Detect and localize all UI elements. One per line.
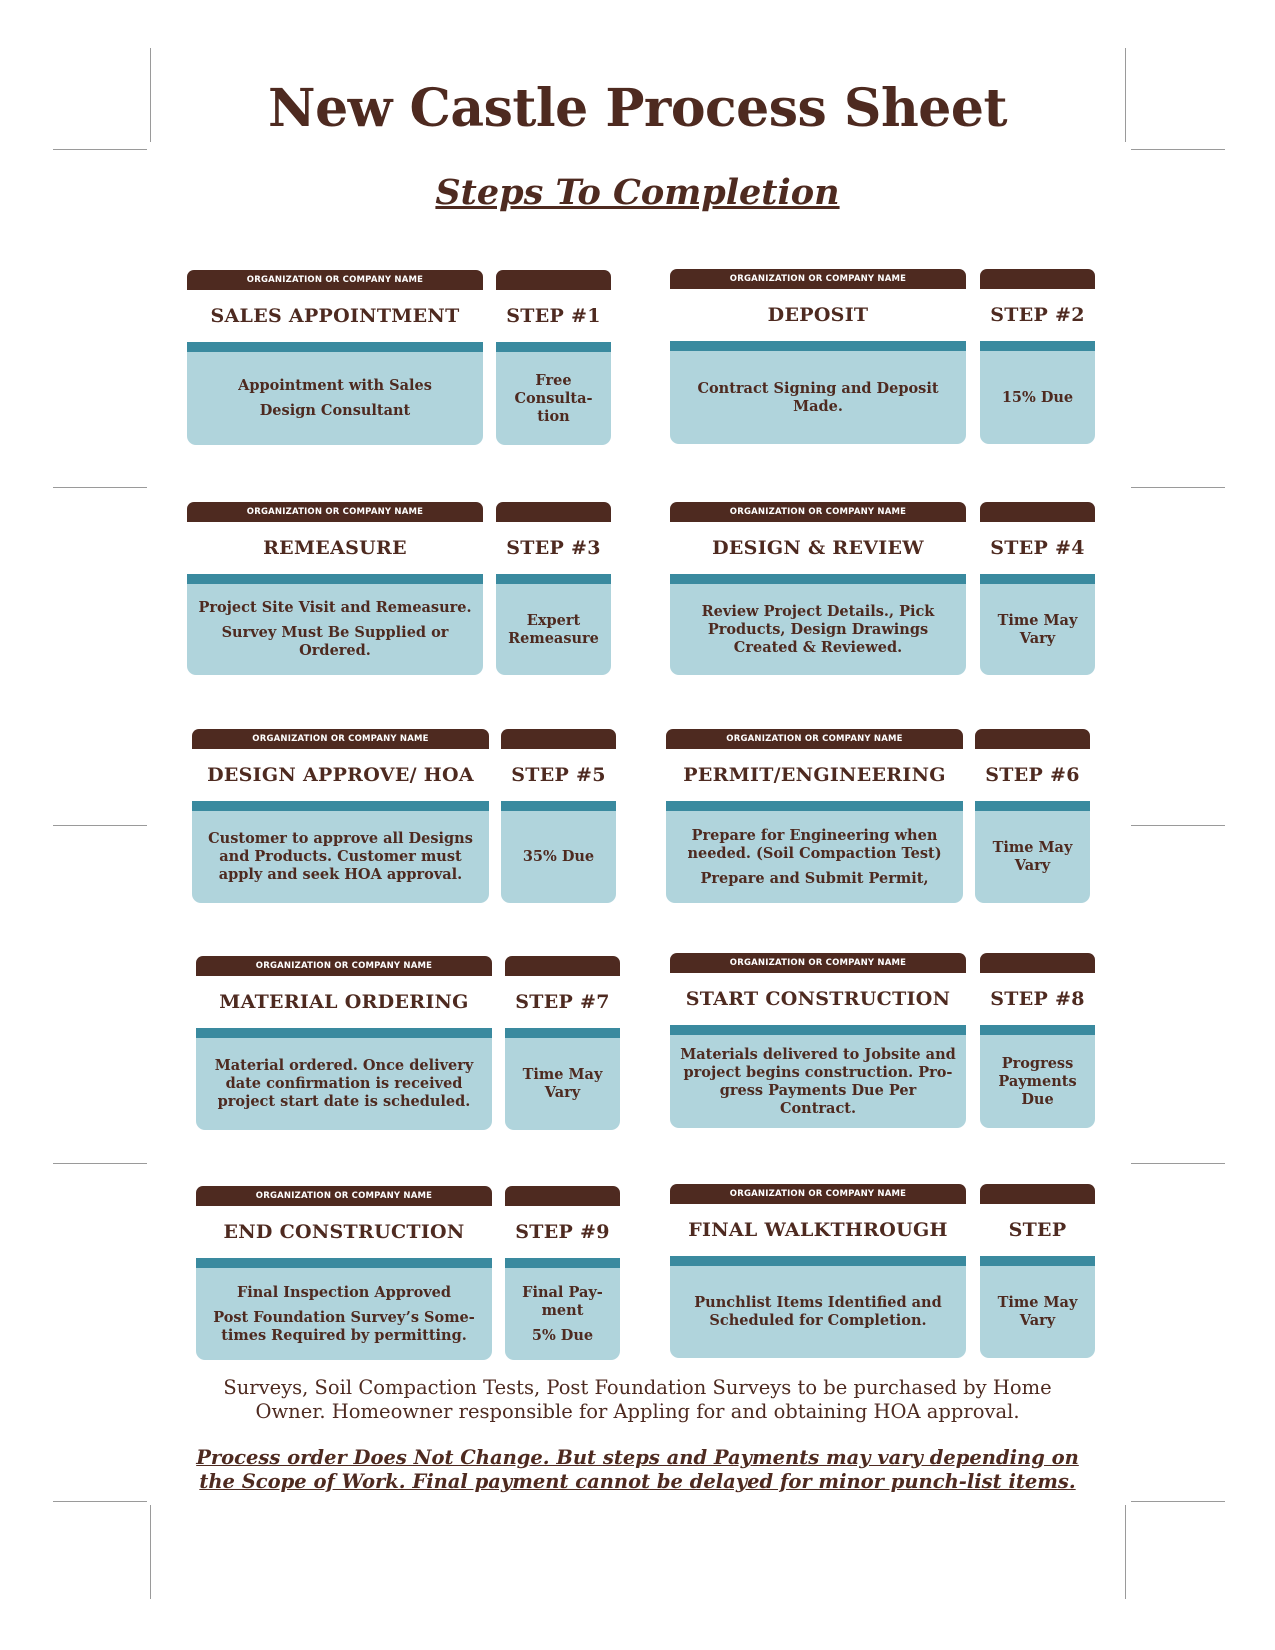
accent-stripe xyxy=(505,1258,620,1268)
crop-mark xyxy=(1131,1163,1225,1164)
step-description xyxy=(187,584,483,675)
company-name-tab: ORGANIZATION OR COMPANY NAME xyxy=(670,1184,966,1204)
description-line: project start date is scheduled. xyxy=(217,1093,471,1110)
step-title: DESIGN APPROVE/ HOA xyxy=(192,749,489,801)
detail-line: Vary xyxy=(1019,629,1056,647)
step-description xyxy=(670,1266,966,1358)
step-title: START CONSTRUCTION xyxy=(670,973,966,1025)
detail-line: Time May xyxy=(992,839,1073,856)
step-detail xyxy=(505,1038,620,1130)
step-number: STEP #3 xyxy=(496,522,611,574)
description-line: Review Project Details., Pick xyxy=(701,602,935,620)
step-card xyxy=(670,953,966,1128)
step-title: FINAL WALKTHROUGH xyxy=(670,1204,966,1256)
detail-line: Free xyxy=(535,371,572,389)
step-detail xyxy=(501,811,616,903)
accent-stripe xyxy=(505,1028,620,1038)
description-line: Ordered. xyxy=(299,642,371,659)
detail-line: 5% Due xyxy=(531,1326,594,1344)
description-line: gress Payments Due Per Contract. xyxy=(719,1081,917,1117)
accent-stripe xyxy=(196,1028,492,1038)
step-card xyxy=(187,502,483,675)
step-card xyxy=(666,729,963,903)
step-title: DESIGN & REVIEW xyxy=(670,522,966,574)
company-name-tab: ORGANIZATION OR COMPANY NAME xyxy=(192,729,489,749)
detail-line: Final Pay- xyxy=(522,1283,603,1301)
step-number: STEP #4 xyxy=(980,522,1095,574)
step-card xyxy=(670,269,966,444)
description-line: Punchlist Items Identified and xyxy=(694,1294,942,1311)
accent-stripe xyxy=(501,801,616,811)
description-line: Customer to approve all Designs xyxy=(208,830,473,847)
description-line: Design Consultant xyxy=(259,402,411,419)
step-description xyxy=(187,352,483,445)
accent-stripe xyxy=(670,1256,966,1266)
company-name-tab: ORGANIZATION OR COMPANY NAME xyxy=(196,956,492,976)
description-line: Products, Design Drawings xyxy=(707,620,929,638)
detail-line: Vary xyxy=(544,1084,581,1101)
description-line: Created & Reviewed. xyxy=(733,638,903,656)
description-line: needed. (Soil Compaction Test) xyxy=(687,844,942,862)
company-name-tab: ORGANIZATION OR COMPANY NAME xyxy=(196,1186,492,1206)
step-number: STEP #9 xyxy=(505,1206,620,1258)
step-description xyxy=(670,584,966,675)
step-detail xyxy=(980,351,1095,444)
step-title: REMEASURE xyxy=(187,522,483,574)
crop-mark xyxy=(1125,1505,1126,1599)
company-name-tab: ORGANIZATION OR COMPANY NAME xyxy=(670,269,966,289)
step-tab xyxy=(505,956,620,976)
step-number: STEP xyxy=(980,1204,1095,1256)
footer-emphasis: Process order Does Not Change. But steps and Payments may vary depending on the Scope of Work. Final payment cannot be delayed for minor punch-list items. xyxy=(196,1446,1079,1493)
description-line: Appointment with Sales xyxy=(238,377,432,394)
detail-line: Remeasure xyxy=(508,629,599,647)
step-detail xyxy=(980,1035,1095,1128)
description-line: Made. xyxy=(793,397,843,415)
crop-mark xyxy=(1131,487,1225,488)
description-line: apply and seek HOA approval. xyxy=(218,866,463,883)
step-card xyxy=(196,956,492,1130)
crop-mark xyxy=(53,149,147,150)
step-title: SALES APPOINTMENT xyxy=(187,290,483,342)
step-tab xyxy=(980,953,1095,973)
accent-stripe xyxy=(670,574,966,584)
company-name-tab: ORGANIZATION OR COMPANY NAME xyxy=(670,953,966,973)
step-number: STEP #1 xyxy=(496,290,611,342)
step-description xyxy=(670,351,966,444)
crop-mark xyxy=(150,1505,151,1599)
description-line: Scheduled for Completion. xyxy=(709,1312,927,1329)
description-line: and Products. Customer must xyxy=(219,848,462,865)
description-line: Materials delivered to Jobsite and xyxy=(680,1045,956,1063)
crop-mark xyxy=(1131,149,1225,150)
step-detail xyxy=(496,584,611,675)
detail-line: Vary xyxy=(1019,1312,1056,1329)
step-number-card xyxy=(501,729,616,903)
step-detail xyxy=(505,1268,620,1360)
step-number-card xyxy=(496,270,611,445)
description-line: Survey Must Be Supplied or xyxy=(221,624,449,641)
description-line: Material ordered. Once delivery xyxy=(214,1057,474,1074)
company-name-tab: ORGANIZATION OR COMPANY NAME xyxy=(187,502,483,522)
step-detail xyxy=(980,1266,1095,1358)
crop-mark xyxy=(1131,1501,1225,1502)
company-name-tab: ORGANIZATION OR COMPANY NAME xyxy=(670,502,966,522)
accent-stripe xyxy=(980,1025,1095,1035)
step-number: STEP #7 xyxy=(505,976,620,1028)
detail-line: Time May xyxy=(522,1066,603,1083)
step-number-card xyxy=(505,956,620,1130)
step-number: STEP #8 xyxy=(980,973,1095,1025)
accent-stripe xyxy=(670,1025,966,1035)
step-description xyxy=(196,1038,492,1130)
step-number-card xyxy=(980,269,1095,444)
step-tab xyxy=(980,269,1095,289)
detail-line: 15% Due xyxy=(1001,388,1074,406)
step-title: MATERIAL ORDERING xyxy=(196,976,492,1028)
crop-mark xyxy=(53,1501,147,1502)
description-line: Final Inspection Approved xyxy=(236,1283,452,1301)
step-number-card xyxy=(496,502,611,675)
accent-stripe xyxy=(187,342,483,352)
page-subtitle: Steps To Completion xyxy=(435,172,840,213)
step-card xyxy=(196,1186,492,1360)
step-description xyxy=(192,811,489,903)
step-tab xyxy=(501,729,616,749)
step-number-card xyxy=(505,1186,620,1360)
accent-stripe xyxy=(187,574,483,584)
detail-line: Vary xyxy=(1014,857,1051,874)
crop-mark xyxy=(53,1163,147,1164)
step-tab xyxy=(975,729,1090,749)
detail-line: tion xyxy=(537,407,570,425)
step-number-card xyxy=(980,953,1095,1128)
step-card xyxy=(192,729,489,903)
crop-mark xyxy=(53,487,147,488)
step-number: STEP #6 xyxy=(975,749,1090,801)
step-card xyxy=(187,270,483,445)
description-line: Project Site Visit and Remeasure. xyxy=(198,599,472,616)
detail-line: Time May xyxy=(997,1294,1078,1311)
step-description xyxy=(196,1268,492,1360)
step-number: STEP #2 xyxy=(980,289,1095,341)
step-detail xyxy=(980,584,1095,675)
accent-stripe xyxy=(975,801,1090,811)
page-title: New Castle Process Sheet xyxy=(268,78,1007,139)
accent-stripe xyxy=(196,1258,492,1268)
accent-stripe xyxy=(496,574,611,584)
step-description xyxy=(666,811,963,903)
step-card xyxy=(670,502,966,675)
detail-line: Expert xyxy=(526,611,581,629)
detail-line: ment xyxy=(541,1301,584,1319)
description-line: date confirmation is received xyxy=(225,1075,463,1092)
detail-line: Consulta- xyxy=(514,389,593,407)
step-tab xyxy=(505,1186,620,1206)
accent-stripe xyxy=(980,1256,1095,1266)
step-description xyxy=(670,1035,966,1128)
description-line: Contract Signing and Deposit xyxy=(697,379,939,397)
detail-line: Due xyxy=(1021,1090,1054,1108)
description-line: Prepare and Submit Permit, xyxy=(700,869,929,887)
accent-stripe xyxy=(980,341,1095,351)
accent-stripe xyxy=(496,342,611,352)
step-title: PERMIT/ENGINEERING xyxy=(666,749,963,801)
step-title: END CONSTRUCTION xyxy=(196,1206,492,1258)
step-detail xyxy=(496,352,611,445)
accent-stripe xyxy=(666,801,963,811)
detail-line: Payments xyxy=(998,1072,1077,1090)
description-line: times Required by permitting. xyxy=(221,1326,467,1344)
footer-note: Surveys, Soil Compaction Tests, Post Foundation Surveys to be purchased by Home Owner. Homeowner responsible for Appling for and obtaining HOA approval. xyxy=(223,1376,1052,1423)
description-line: Prepare for Engineering when xyxy=(691,826,938,844)
company-name-tab: ORGANIZATION OR COMPANY NAME xyxy=(666,729,963,749)
step-detail xyxy=(975,811,1090,903)
accent-stripe xyxy=(670,341,966,351)
step-tab xyxy=(496,270,611,290)
crop-mark xyxy=(1131,825,1225,826)
step-title: DEPOSIT xyxy=(670,289,966,341)
description-line: Post Foundation Survey’s Some- xyxy=(213,1308,475,1326)
step-tab xyxy=(980,502,1095,522)
crop-mark xyxy=(53,825,147,826)
company-name-tab: ORGANIZATION OR COMPANY NAME xyxy=(187,270,483,290)
accent-stripe xyxy=(192,801,489,811)
accent-stripe xyxy=(980,574,1095,584)
step-tab xyxy=(980,1184,1095,1204)
detail-line: Time May xyxy=(997,611,1078,629)
detail-line: Progress xyxy=(1001,1054,1074,1072)
step-number: STEP #5 xyxy=(501,749,616,801)
step-tab xyxy=(496,502,611,522)
step-number-card xyxy=(980,502,1095,675)
detail-line: 35% Due xyxy=(522,848,595,865)
step-card xyxy=(670,1184,966,1358)
description-line: project begins construction. Pro- xyxy=(683,1063,953,1081)
step-number-card xyxy=(980,1184,1095,1358)
step-number-card xyxy=(975,729,1090,903)
